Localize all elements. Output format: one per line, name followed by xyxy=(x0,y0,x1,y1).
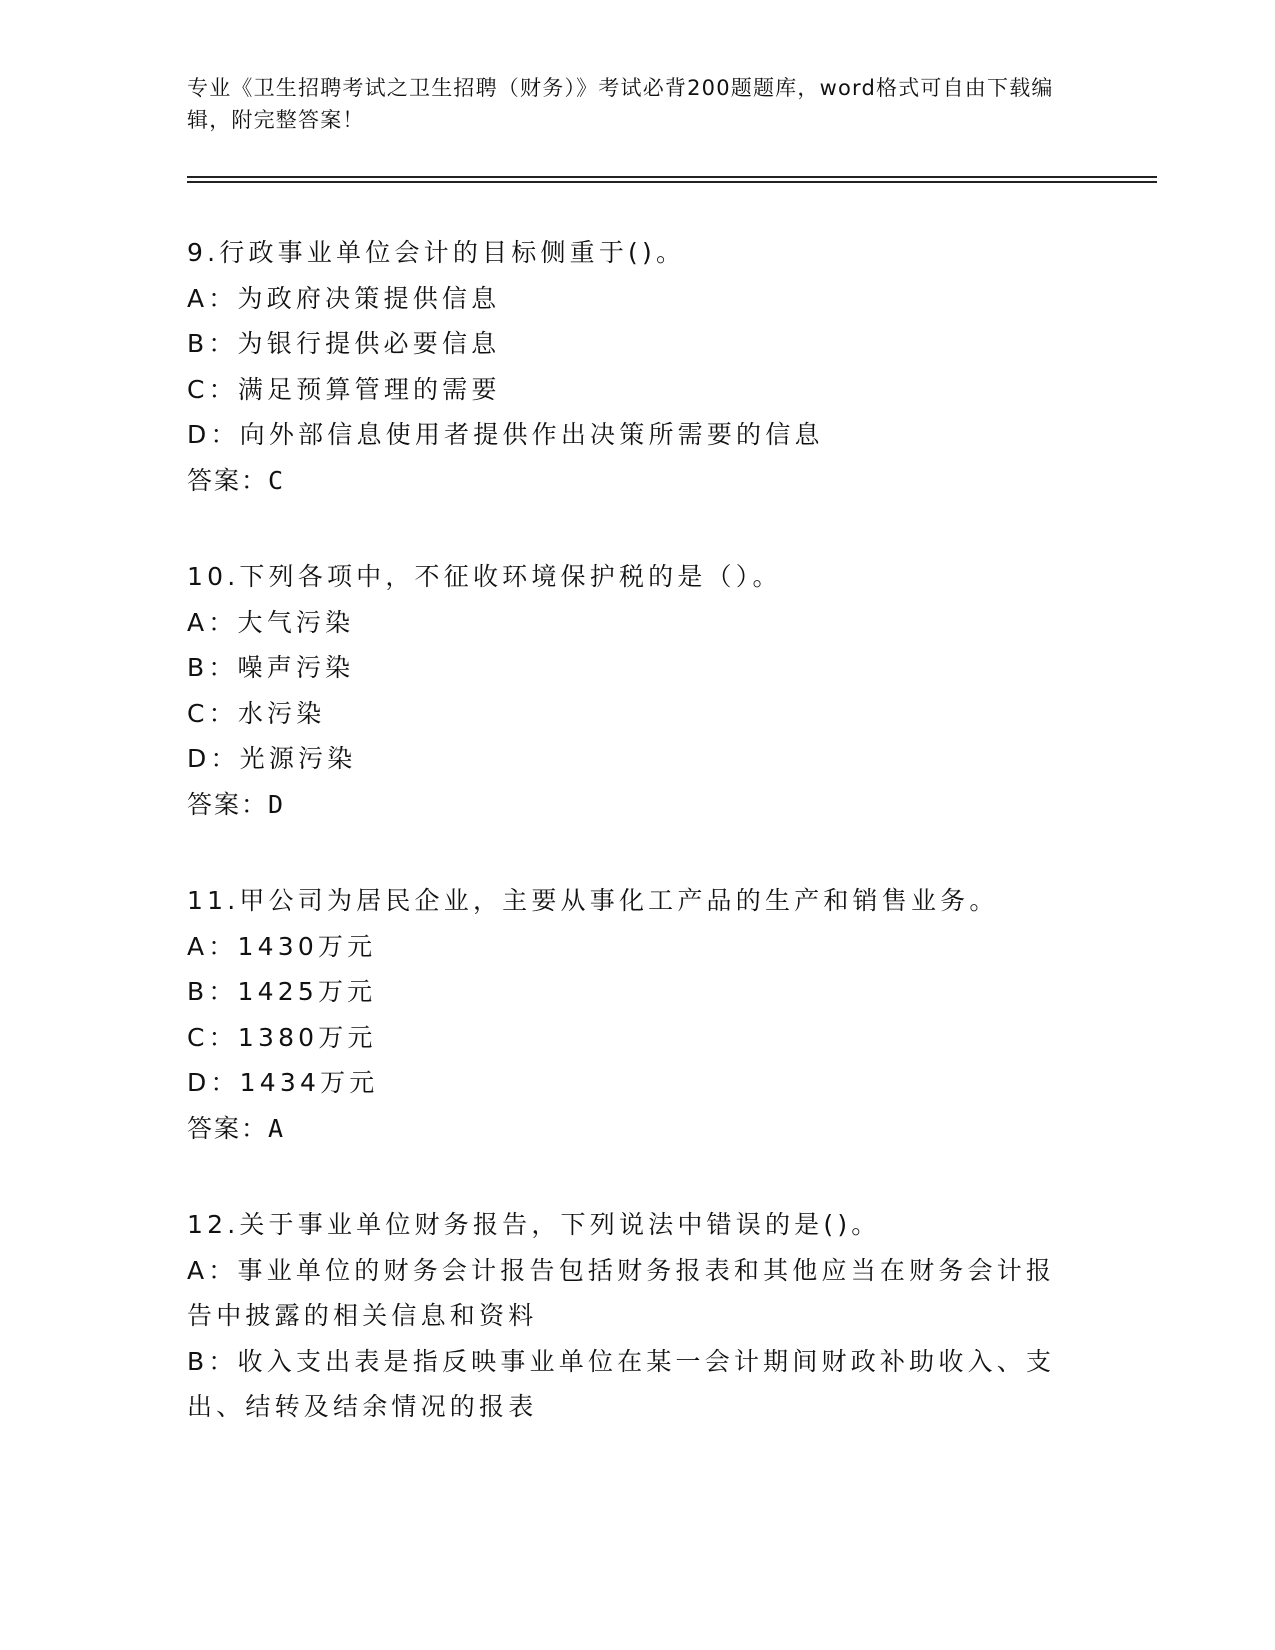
question-item xyxy=(187,878,1067,1151)
question-item xyxy=(187,1202,1067,1430)
question-item xyxy=(187,230,1067,503)
question-list xyxy=(187,230,1067,1481)
question-item xyxy=(187,554,1067,827)
option-b: B：1425万元 xyxy=(187,977,377,1006)
option-d: D：向外部信息使用者提供作出决策所需要的信息 xyxy=(187,420,824,449)
option-b: B：为银行提供必要信息 xyxy=(187,329,501,358)
document-intro: 专业《卫生招聘考试之卫生招聘（财务）》考试必背200题题库，word格式可自由下载编辑，附完整答案！ xyxy=(187,76,1054,132)
answer-label: 答案： xyxy=(187,1113,269,1143)
answer-line xyxy=(187,458,1067,504)
option-b: B：噪声污染 xyxy=(187,653,355,682)
option-a: A：大气污染 xyxy=(187,607,355,637)
answer-line xyxy=(187,1106,1067,1152)
answer-value: C xyxy=(268,465,284,495)
answer-label: 答案： xyxy=(187,465,269,495)
option-a: A：为政府决策提供信息 xyxy=(187,283,501,313)
header-divider-bottom xyxy=(187,181,1157,183)
question-stem: 12.关于事业单位财务报告，下列说法中错误的是()。 xyxy=(187,1210,881,1239)
option-c: C：满足预算管理的需要 xyxy=(187,374,501,404)
answer-label: 答案： xyxy=(187,789,269,819)
option-d: D：1434万元 xyxy=(187,1068,379,1097)
option-b: B：收入支出表是指反映事业单位在某一会计期间财政补助收入、支出、结转及结余情况的报表 xyxy=(187,1346,1056,1421)
option-a: A：1430万元 xyxy=(187,931,377,961)
question-stem: 10.下列各项中，不征收环境保护税的是（）。 xyxy=(187,562,782,591)
answer-line xyxy=(187,782,1067,828)
option-c: C：1380万元 xyxy=(187,1022,377,1052)
option-d: D：光源污染 xyxy=(187,744,357,773)
header-divider-top xyxy=(187,176,1157,178)
option-c: C：水污染 xyxy=(187,698,326,728)
question-stem: 9.行政事业单位会计的目标侧重于()。 xyxy=(187,238,686,267)
option-a: A：事业单位的财务会计报告包括财务报表和其他应当在财务会计报告中披露的相关信息和资料 xyxy=(187,1255,1056,1330)
answer-value: A xyxy=(268,1113,284,1143)
answer-value: D xyxy=(268,789,284,819)
question-stem: 11.甲公司为居民企业，主要从事化工产品的生产和销售业务。 xyxy=(187,886,999,915)
